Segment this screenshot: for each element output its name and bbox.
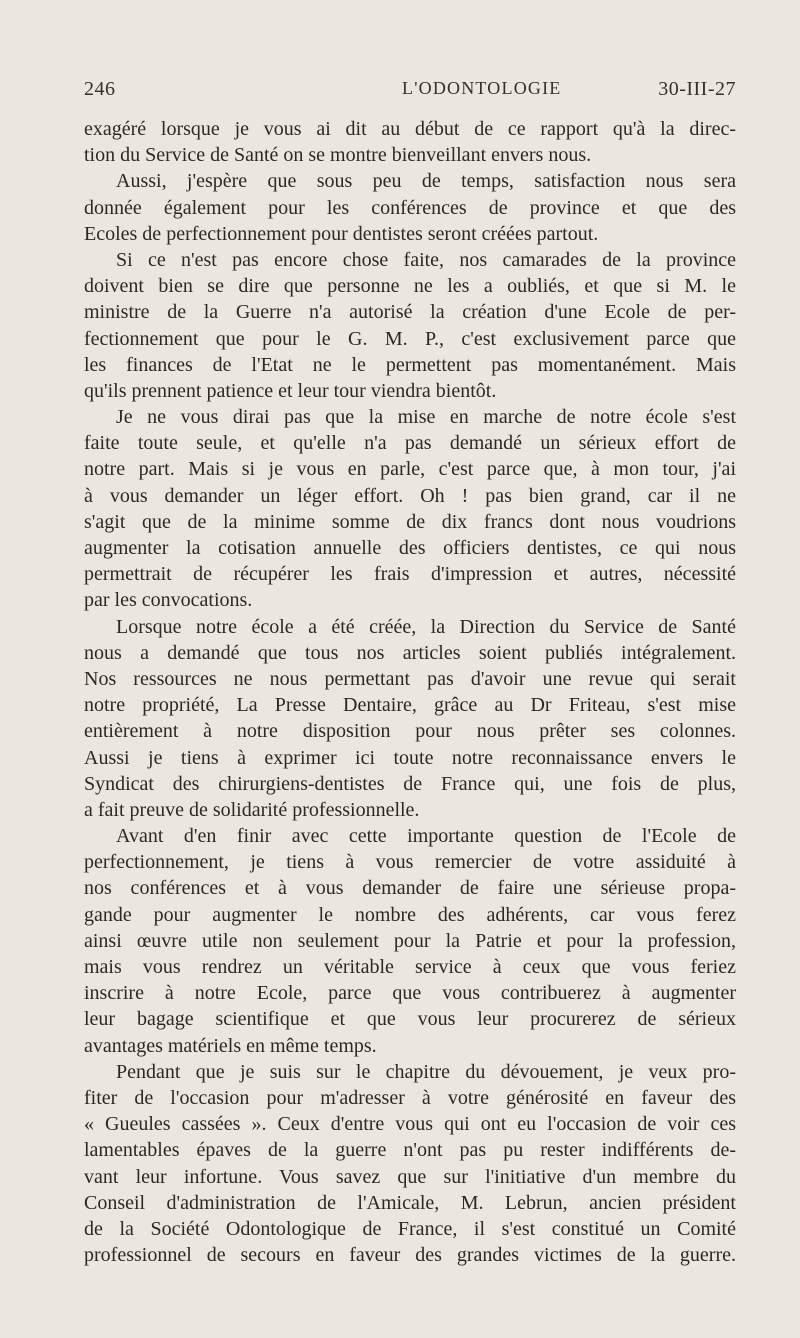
issue-date: 30-III-27 [658,78,736,100]
text-line: qu'ils prennent patience et leur tour viendra bientôt. [84,379,497,402]
text-line: nos conférences et à vous demander de faire une sérieuse propa- [84,877,736,900]
text-line: notre propriété, La Presse Dentaire, grâce au Dr Friteau, s'est mise [84,694,736,717]
text-line: entièrement à notre disposition pour nous prêter ses colonnes. [84,720,736,743]
text-line: Lorsque notre école a été créée, la Direction du Service de Santé [116,615,736,638]
text-line: a fait preuve de solidarité professionnelle. [84,798,420,821]
text-line: lamentables épaves de la guerre n'ont pas pu rester indifférents de- [84,1139,736,1162]
text-line: Je ne vous dirai pas que la mise en marche de notre école s'est [116,406,736,429]
text-line: Pendant que je suis sur le chapitre du dévouement, je veux pro- [116,1060,736,1083]
text-line: Si ce n'est pas encore chose faite, nos camarades de la province [116,248,736,271]
text-line: professionnel de secours en faveur des grandes victimes de la guerre. [84,1244,736,1267]
journal-title: L'ODONTOLOGIE [402,78,562,98]
text-line: Aussi, j'espère que sous peu de temps, satisfaction nous sera [116,170,736,193]
text-line: mais vous rendrez un véritable service à ceux que vous feriez [84,956,736,978]
text-line: tion du Service de Santé on se montre bienveillant envers nous. [84,144,592,167]
text-line: ainsi œuvre utile non seulement pour la Patrie et pour la profession, [84,929,736,952]
text-line: fiter de l'occasion pour m'adresser à votre générosité en faveur des [84,1086,736,1109]
text-line: Nos ressources ne nous permettant pas d'avoir une revue qui serait [84,667,736,690]
text-line: Conseil d'administration de l'Amicale, M. Lebrun, ancien président [84,1191,736,1214]
text-line: fectionnement que pour le G. M. P., c'est exclusivement parce que [84,327,736,350]
text-line: à vous demander un léger effort. Oh ! pas bien grand, car il ne [84,484,736,507]
text-line: Aussi je tiens à exprimer ici toute notre reconnaissance envers le [84,746,736,769]
text-line: Ecoles de perfectionnement pour dentistes seront créées partout. [84,222,599,245]
text-line: nous a demandé que tous nos articles soient publiés intégralement. [84,641,736,664]
text-line: par les convocations. [84,589,253,612]
text-line: permettrait de récupérer les frais d'impression et autres, nécessité [84,563,736,586]
text-line: perfectionnement, je tiens à vous remercier de votre assiduité à [84,851,736,874]
text-line: doivent bien se dire que personne ne les a oubliés, et que si M. le [84,275,736,298]
text-line: inscrire à notre Ecole, parce que vous contribuerez à augmenter [84,982,736,1005]
text-line: Syndicat des chirurgiens-dentistes de France qui, une fois de plus, [84,772,736,795]
text-line: de la Société Odontologique de France, il s'est constitué un Comité [84,1217,736,1240]
text-line: vant leur infortune. Vous savez que sur l'initiative d'un membre du [84,1165,736,1188]
text-line: donnée également pour les conférences de province et que des [84,196,736,219]
text-line: notre part. Mais si je vous en parle, c'est parce que, à mon tour, j'ai [84,458,736,481]
text-line: s'agit que de la minime somme de dix francs dont nous voudrions [84,510,736,533]
body-text [84,116,736,1268]
text-line: gande pour augmenter le nombre des adhérents, car vous ferez [84,903,736,926]
text-line: leur bagage scientifique et que vous leur procurerez de sérieux [84,1008,736,1031]
page-number: 246 [84,78,116,100]
text-line: exagéré lorsque je vous ai dit au début de ce rapport qu'à la direc- [84,118,736,140]
text-line: faite toute seule, et qu'elle n'a pas demandé un sérieux effort de [84,432,736,455]
running-head [84,78,736,104]
text-line: augmenter la cotisation annuelle des officiers dentistes, ce qui nous [84,537,736,559]
text-line: avantages matériels en même temps. [84,1034,377,1057]
text-line: les finances de l'Etat ne le permettent pas momentanément. Mais [84,353,736,376]
text-line: « Gueules cassées ». Ceux d'entre vous qui ont eu l'occasion de voir ces [84,1113,736,1136]
text-line: Avant d'en finir avec cette importante question de l'Ecole de [116,825,736,848]
text-line: ministre de la Guerre n'a autorisé la création d'une Ecole de per- [84,301,736,324]
